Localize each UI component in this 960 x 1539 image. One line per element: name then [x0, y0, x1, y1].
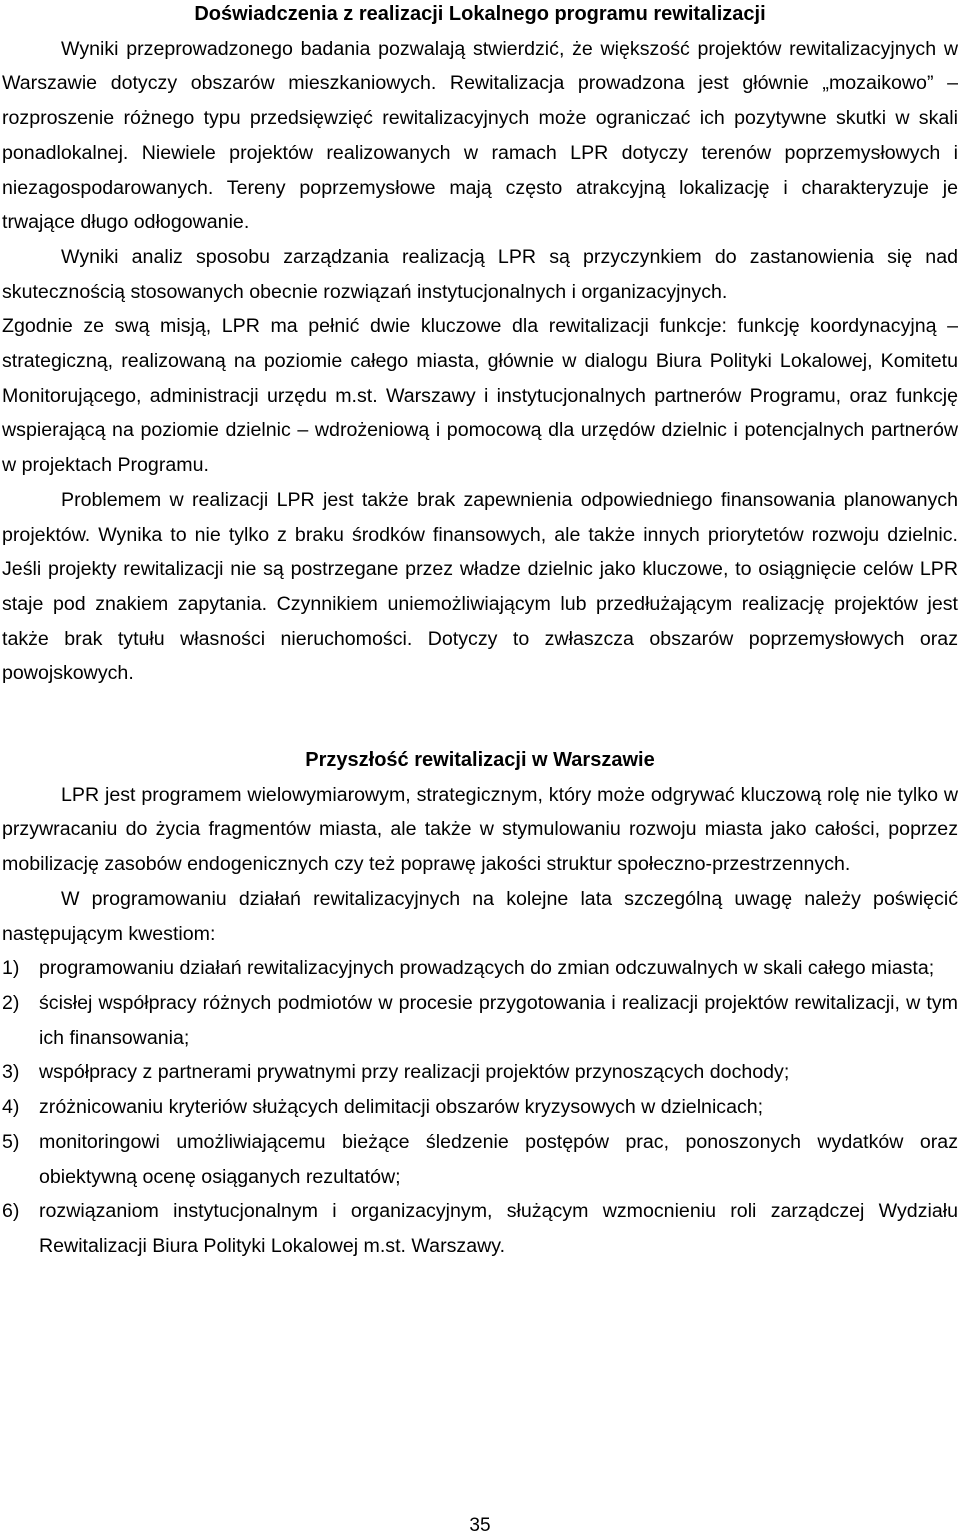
list-item	[2, 1090, 958, 1125]
section-heading-future: Przyszłość rewitalizacji w Warszawie	[305, 749, 655, 772]
paragraph-programming-intro: W programowaniu działań rewitalizacyjnych na kolejne lata szczególną uwagę należy poświęcić następującym kwestiom:	[2, 887, 958, 945]
list-item-number: 1)	[2, 957, 20, 980]
list-item-text: programowaniu działań rewitalizacyjnych prowadzących do zmian odczuwalnych w skali całego miasta;	[39, 957, 935, 980]
priorities-list	[2, 951, 958, 1263]
list-item	[2, 951, 958, 986]
paragraph-survey-results: Wyniki przeprowadzonego badania pozwalają stwierdzić, że większość projektów rewitalizacyjnych w Warszawie dotyczy obszarów mieszkaniowych. Rewitalizacja prowadzona jest głównie „mozaikowo” – rozproszenie różnego typu przedsięwzięć rewitalizacyjnych może ograniczać ich pozytywne skutki w skali ponadlokalnej. Niewiele projektów realizowanych w ramach LPR dotyczy terenów poprzemysłowych i niezagospodarowanych. Tereny poprzemysłowe mają często atrakcyjną lokalizację i charakteryzuje je trwające długo odłogowanie.	[2, 37, 958, 234]
list-item-text: zróżnicowaniu kryteriów służących delimitacji obszarów kryzysowych w dzielnicach;	[39, 1096, 764, 1119]
paragraph-financing-problem: Problemem w realizacji LPR jest także brak zapewnienia odpowiedniego finansowania planowanych projektów. Wynika to nie tylko z braku środków finansowych, ale także innych priorytetów rozwoju dzielnic. Jeśli projekty rewitalizacji nie są postrzegane przez władze dzielnic jako kluczowe, to osiągnięcie celów LPR staje pod znakiem zapytania. Czynnikiem uniemożliwiającym lub przedłużającym realizację projektów jest także brak tytułu własności nieruchomości. Dotyczy to zwłaszcza obszarów poprzemysłowych oraz powojskowych.	[2, 488, 958, 685]
list-item	[2, 986, 958, 1055]
list-item-text: monitoringowi umożliwiającemu bieżące śledzenie postępów prac, ponoszonych wydatków oraz obiektywną ocenę osiąganych rezultatów;	[39, 1130, 958, 1188]
list-item	[2, 1125, 958, 1194]
list-item-text: rozwiązaniom instytucjonalnym i organizacyjnym, służącym wzmocnieniu roli zarządczej Wydziału Rewitalizacji Biura Polityki Lokalowej m.st. Warszawy.	[39, 1200, 958, 1257]
list-item	[2, 1055, 958, 1090]
paragraph-mission-functions: Zgodnie ze swą misją, LPR ma pełnić dwie kluczowe dla rewitalizacji funkcje: funkcję koordynacyjną – strategiczną, realizowaną na poziomie całego miasta, głównie w dialogu Biura Polityki Lokalowej, Komitetu Monitorującego, administracji urzędu m.st. Warszawy i instytucjonalnych partnerów Programu, oraz funkcję wspierającą na poziomie dzielnic – wdrożeniową i pomocową dla urzędów dzielnic i potencjalnych partnerów w projektach Programu.	[2, 315, 958, 477]
paragraph-management-analysis: Wyniki analiz sposobu zarządzania realizacją LPR są przyczynkiem do zastanowienia się nad skutecznością stosowanych obecnie rozwiązań instytucjonalnych i organizacyjnych.	[2, 245, 958, 303]
list-item-number: 5)	[2, 1130, 20, 1153]
list-item-number: 2)	[2, 991, 20, 1014]
list-item-number: 6)	[2, 1200, 20, 1223]
paragraph-lpr-program: LPR jest programem wielowymiarowym, strategicznym, który może odgrywać kluczową rolę nie tylko w przywracaniu do życia fragmentów miasta, ale także w stymulowaniu rozwoju miasta jako całości, poprzez mobilizację zasobów endogenicznych czy też poprawę jakości struktur społeczno-przestrzennych.	[2, 783, 958, 876]
section-heading-experiences: Doświadczenia z realizacji Lokalnego programu rewitalizacji	[194, 3, 766, 25]
list-item-text: ścisłej współpracy różnych podmiotów w procesie przygotowania i realizacji projektów rewitalizacji, w tym ich finansowania;	[39, 991, 958, 1049]
list-item	[2, 1194, 958, 1263]
document-page	[2, 0, 958, 1264]
list-item-number: 4)	[2, 1096, 20, 1119]
page-number: 35	[469, 1515, 491, 1536]
list-item-text: współpracy z partnerami prywatnymi przy realizacji projektów przynoszących dochody;	[39, 1061, 790, 1084]
list-item-number: 3)	[2, 1061, 20, 1084]
